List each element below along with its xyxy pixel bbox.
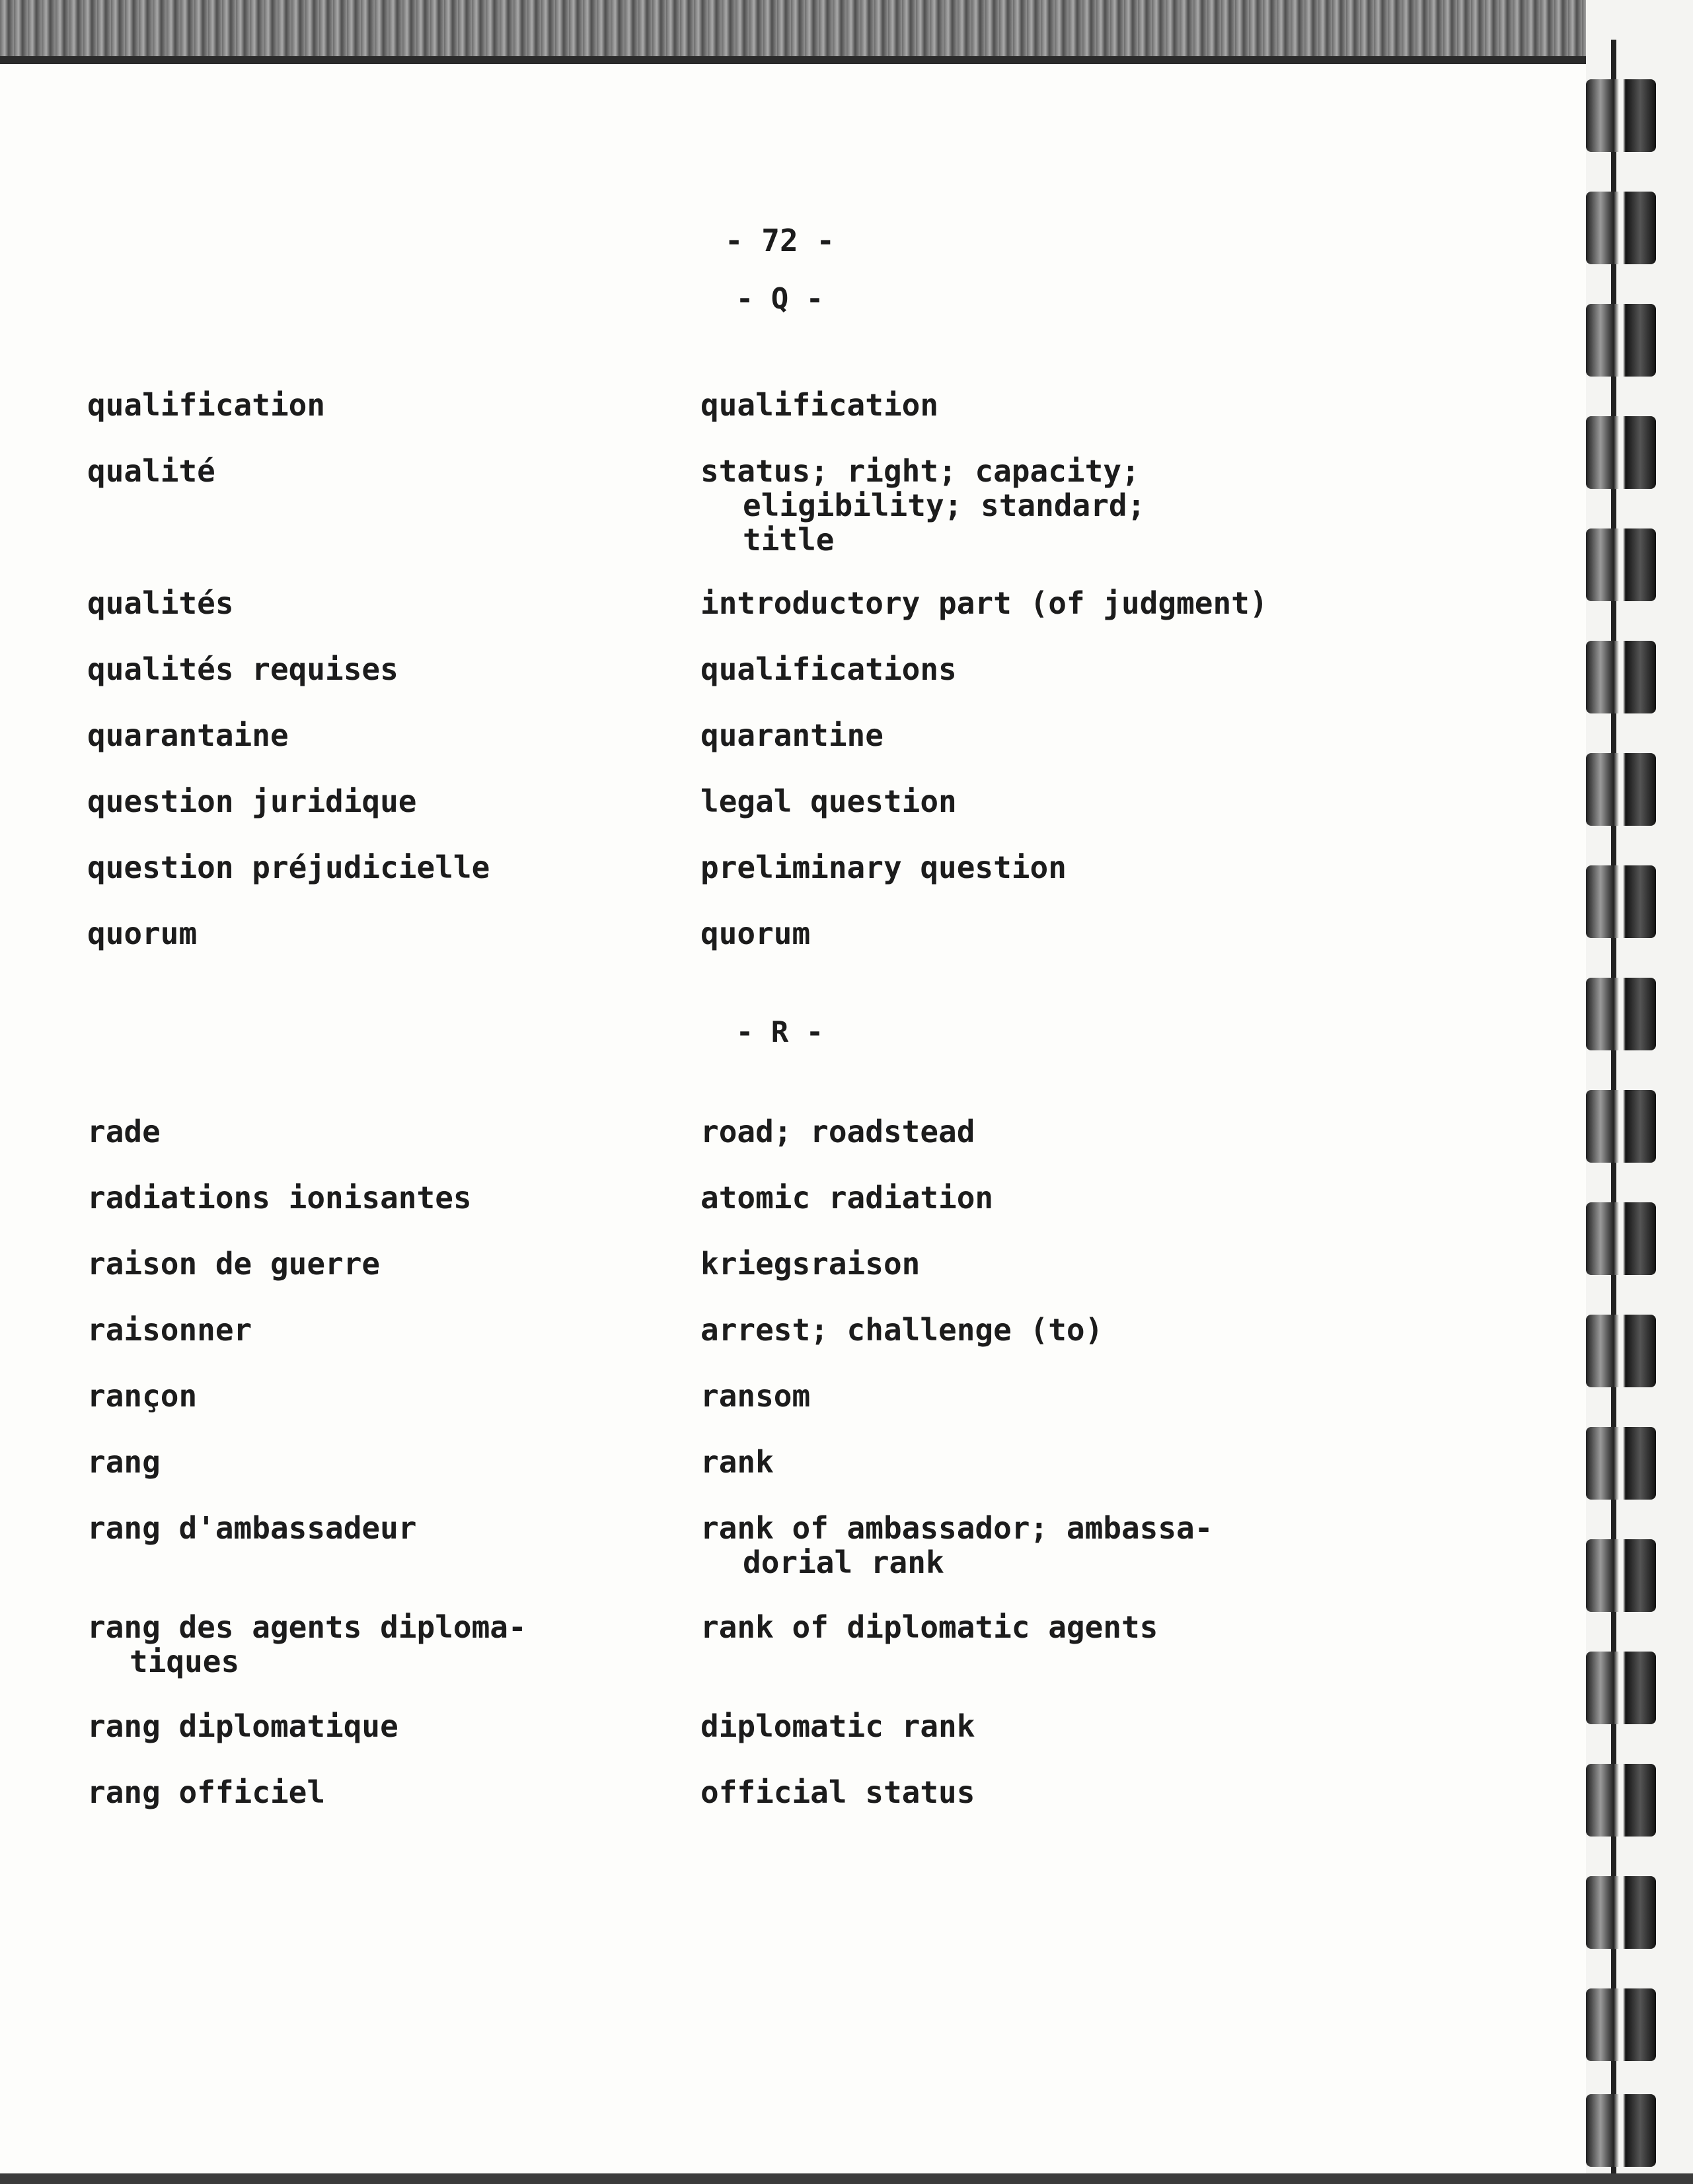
entry-term xyxy=(87,454,215,488)
entry-term xyxy=(87,1610,527,1679)
entry-definition xyxy=(700,718,884,752)
binding-ring xyxy=(1586,416,1656,489)
binding-ring xyxy=(1586,1539,1656,1612)
definition-line: legal question xyxy=(700,783,957,819)
entry-definition xyxy=(700,784,957,819)
scan-top-edge xyxy=(0,0,1693,56)
binding-ring xyxy=(1586,978,1656,1050)
term-line: quarantaine xyxy=(87,717,289,753)
term-line: rang xyxy=(87,1444,161,1480)
entry-definition xyxy=(700,1313,1103,1347)
term-line: rang des agents diploma- xyxy=(87,1609,527,1645)
definition-line: dorial rank xyxy=(743,1545,944,1580)
definition-line: arrest; challenge (to) xyxy=(700,1312,1104,1348)
entry-definition xyxy=(700,1709,975,1743)
definition-line: eligibility; standard; xyxy=(743,488,1146,523)
entry-term xyxy=(87,652,398,686)
page-number: - 72 - xyxy=(724,223,835,258)
binding-ring xyxy=(1586,2094,1656,2167)
term-line: question juridique xyxy=(87,783,417,819)
page xyxy=(0,64,1593,2184)
entry-definition xyxy=(700,1775,975,1809)
binding-ring xyxy=(1586,304,1656,377)
entry-definition xyxy=(700,850,1067,885)
term-line: qualités requises xyxy=(87,651,398,687)
entry-term xyxy=(87,1247,380,1281)
entry-term xyxy=(87,718,289,752)
entry-term xyxy=(87,586,234,620)
definition-line: rank of ambassador; ambassa- xyxy=(700,1510,1213,1546)
term-line: raison de guerre xyxy=(87,1246,381,1282)
scan-bottom-edge xyxy=(0,2173,1693,2184)
entry-definition xyxy=(700,1445,774,1479)
term-line: rang d'ambassadeur xyxy=(87,1510,417,1546)
entry-definition xyxy=(700,586,1268,620)
definition-line: atomic radiation xyxy=(700,1180,994,1216)
term-line: rade xyxy=(87,1114,161,1149)
term-line: rançon xyxy=(87,1378,198,1414)
binding-ring xyxy=(1586,1090,1656,1163)
term-line: rang diplomatique xyxy=(87,1708,398,1744)
entry-term xyxy=(87,1114,161,1149)
definition-line: road; roadstead xyxy=(700,1114,975,1149)
definition-line: rank of diplomatic agents xyxy=(700,1609,1158,1645)
definition-line: title xyxy=(743,522,835,558)
binding-ring xyxy=(1586,1202,1656,1275)
entry-definition xyxy=(700,1114,975,1149)
definition-line: status; right; capacity; xyxy=(700,453,1140,489)
entry-term xyxy=(87,388,325,422)
binding-ring xyxy=(1586,1652,1656,1724)
section-letter-q: - Q - xyxy=(735,282,824,316)
definition-line: quarantine xyxy=(700,717,884,753)
binding-ring xyxy=(1586,753,1656,826)
entry-definition xyxy=(700,1379,810,1413)
definition-line: ransom xyxy=(700,1378,811,1414)
entry-definition xyxy=(700,454,1145,557)
entry-term xyxy=(87,1511,417,1545)
entry-definition xyxy=(700,916,810,951)
entry-definition xyxy=(700,652,957,686)
term-line: qualités xyxy=(87,585,234,621)
term-line: radiations ionisantes xyxy=(87,1180,472,1216)
definition-line: kriegsraison xyxy=(700,1246,921,1282)
entry-definition xyxy=(700,1247,920,1281)
term-line: tiques xyxy=(130,1644,240,1679)
entry-definition xyxy=(700,1181,993,1215)
binding-ring xyxy=(1586,1315,1656,1387)
entry-definition xyxy=(700,1610,1158,1644)
term-line: raisonner xyxy=(87,1312,252,1348)
definition-line: official status xyxy=(700,1774,975,1810)
binding-ring xyxy=(1586,79,1656,152)
binding-ring xyxy=(1586,1764,1656,1837)
binding-ring xyxy=(1586,528,1656,601)
binding-ring xyxy=(1586,1988,1656,2061)
entry-term xyxy=(87,1445,161,1479)
entry-term xyxy=(87,1709,398,1743)
entry-term xyxy=(87,1313,252,1347)
definition-line: introductory part (of judgment) xyxy=(700,585,1268,621)
binding-ring xyxy=(1586,641,1656,713)
entry-term xyxy=(87,1181,472,1215)
definition-line: qualifications xyxy=(700,651,957,687)
term-line: quorum xyxy=(87,916,198,951)
entry-term xyxy=(87,1379,197,1413)
entry-term xyxy=(87,850,490,885)
definition-line: qualification xyxy=(700,387,939,423)
binding-ring xyxy=(1586,1876,1656,1949)
entry-definition xyxy=(700,1511,1213,1580)
definition-line: rank xyxy=(700,1444,774,1480)
binding-ring xyxy=(1586,192,1656,264)
term-line: qualité xyxy=(87,453,215,489)
binding-ring xyxy=(1586,865,1656,938)
entry-term xyxy=(87,784,417,819)
definition-line: preliminary question xyxy=(700,850,1067,885)
definition-line: quorum xyxy=(700,916,811,951)
scan-shadow xyxy=(0,56,1599,64)
entry-term xyxy=(87,916,197,951)
definition-line: diplomatic rank xyxy=(700,1708,975,1744)
binding-ring xyxy=(1586,1427,1656,1500)
entry-definition xyxy=(700,388,938,422)
term-line: question préjudicielle xyxy=(87,850,490,885)
term-line: qualification xyxy=(87,387,326,423)
entry-term xyxy=(87,1775,325,1809)
section-letter-r: - R - xyxy=(735,1015,824,1049)
term-line: rang officiel xyxy=(87,1774,326,1810)
